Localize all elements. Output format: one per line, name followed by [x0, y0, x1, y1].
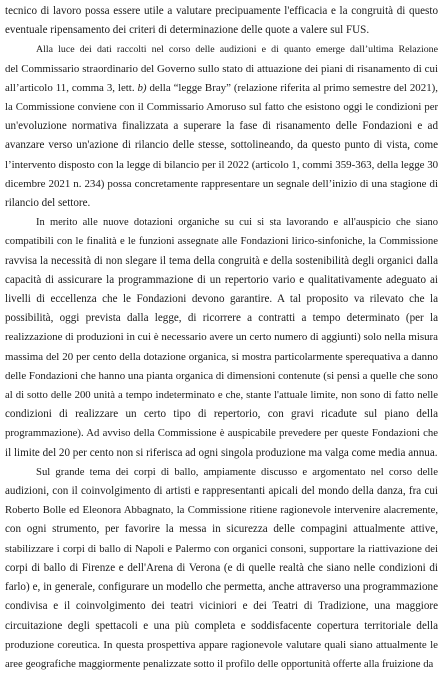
text-line: produzione coreutica. In questa prospettiva appare ragionevole valutare quali siano attualmente le [5, 638, 438, 651]
text-line: circuitazione degli spettacoli e una più completa e soddisfacente copertura territoriale della [5, 619, 438, 632]
text-line: all’articolo 11, comma 3, lett. b) della “legge Bray” (relazione riferita al primo semestre del 2021), [5, 81, 438, 94]
text-line: avanzare verso un'azione di rilancio delle stesse, sottolineando, da questo punto di vista, come [5, 139, 438, 152]
text-line: programmazione). Ad avviso della Commissione è auspicabile prevedere per queste Fondazioni che [5, 427, 438, 440]
text-line: tecnico di lavoro possa essere utile a valutare precipuamente l'efficacia e la congruità di questo [5, 5, 438, 17]
text-line: audizioni, con il coinvolgimento di artisti e rappresentanti apicali del mondo della danza, fra cui [5, 485, 438, 498]
text-line: aree geografiche maggiormente penalizzate sotto il profilo delle opportunità offerte alla fruizione da [5, 657, 434, 670]
text-line: la Commissione conviene con il Commissario Amoruso sul fatto che esistono oggi le condizioni per [5, 101, 438, 114]
text-line: dicembre 2021 n. 234) possa concretamente rappresentare un segnale dell’inizio di una stagione di [5, 177, 438, 190]
text-line: condivisa e il coinvolgimento dei teatri viciniori e dei Teatri di Tradizione, una maggiore [5, 600, 438, 613]
text-line: livelli di eccellenza che le Fondazioni devono garantire. A tal proposito va rilevato che la [5, 293, 438, 306]
body-paragraph [5, 463, 438, 674]
text-line: rilancio del settore. [5, 197, 91, 210]
text-line: ravvisa la necessità di non slegare il tema della congruità e della sostenibilità degli organici dalla [5, 254, 438, 267]
body-paragraph [5, 2, 438, 40]
text-line: Alla luce dei dati raccolti nel corso delle audizioni e di quanto emerge dall’ultima Relazione [36, 44, 438, 56]
body-paragraph [5, 213, 438, 463]
text-line: Roberto Bolle ed Eleonora Abbagnato, la Commissione ritiene ragionevole intervenire alacremente, [5, 504, 438, 517]
text-line: un'evoluzione normativa finalizzata a superare la fase di risanamento delle Fondazioni e ad [5, 120, 438, 133]
text-line: eventuale ripensamento dei criteri di determinazione delle quote a valere sul FUS. [5, 24, 370, 37]
text-line: possibilità, oggi prevista dalla legge, di ricorrere a contratti a tempo determinato (per la [5, 312, 438, 325]
text-line: delle Fondazioni che hanno una pianta organica di dimensioni contenute (si pensi a quelle che sono [5, 369, 438, 382]
text-line: stabilizzare i corpi di ballo di Napoli e Palermo con organici consoni, supportare la riattivazione dei [5, 542, 438, 555]
text-line: realizzazione di produzioni in cui è necessario avere un certo numero di aggiunti) solo nella misura [5, 331, 438, 344]
text-line: del Commissario straordinario del Governo sullo stato di attuazione dei piani di risanamento di cui [5, 62, 438, 75]
text-line: con ogni strumento, per favorire la messa in sicurezza delle compagini attualmente attive, [5, 523, 438, 536]
text-line: compatibili con le finalità e le funzioni assegnate alle Fondazioni lirico-sinfoniche, la Commissione [5, 235, 438, 248]
body-paragraph [5, 40, 438, 213]
text-line: al di sotto delle 200 unità a tempo indeterminato e che, stante l'attuale limite, non sono di fatto nelle [5, 389, 438, 402]
text-line: l’intervento disposto con la legge di bilancio per il 2022 (articolo 1, commi 359-363, della legge 30 [5, 158, 439, 171]
text-line: farlo) e, in generale, configurare un modello che permetta, anche attraverso una programmazione [5, 581, 438, 594]
text-line: capacità di assicurare la programmazione di un repertorio vario e qualitativamente adeguato ai [5, 273, 438, 286]
text-line: Sul grande tema dei corpi di ballo, ampiamente discusso e argomentato nel corso delle [36, 465, 438, 478]
text-line: il limite del 20 per cento non si riferisca ad ogni singola produzione ma valga come media annua. [5, 446, 438, 459]
text-line: massima del 20 per cento della dotazione organica, si mostra particolarmente sperequativa a danno [5, 350, 438, 363]
text-line: corpi di ballo di Firenze e dell'Arena di Verona (e di quelle realtà che siano nelle condizioni di [5, 561, 438, 574]
text-line: In merito alle nuove dotazioni organiche su cui si sta lavorando e all'auspicio che siano [36, 217, 438, 229]
text-line: condizioni di realizzare un certo tipo di repertorio, con gravi ricadute sul piano della [5, 408, 438, 421]
